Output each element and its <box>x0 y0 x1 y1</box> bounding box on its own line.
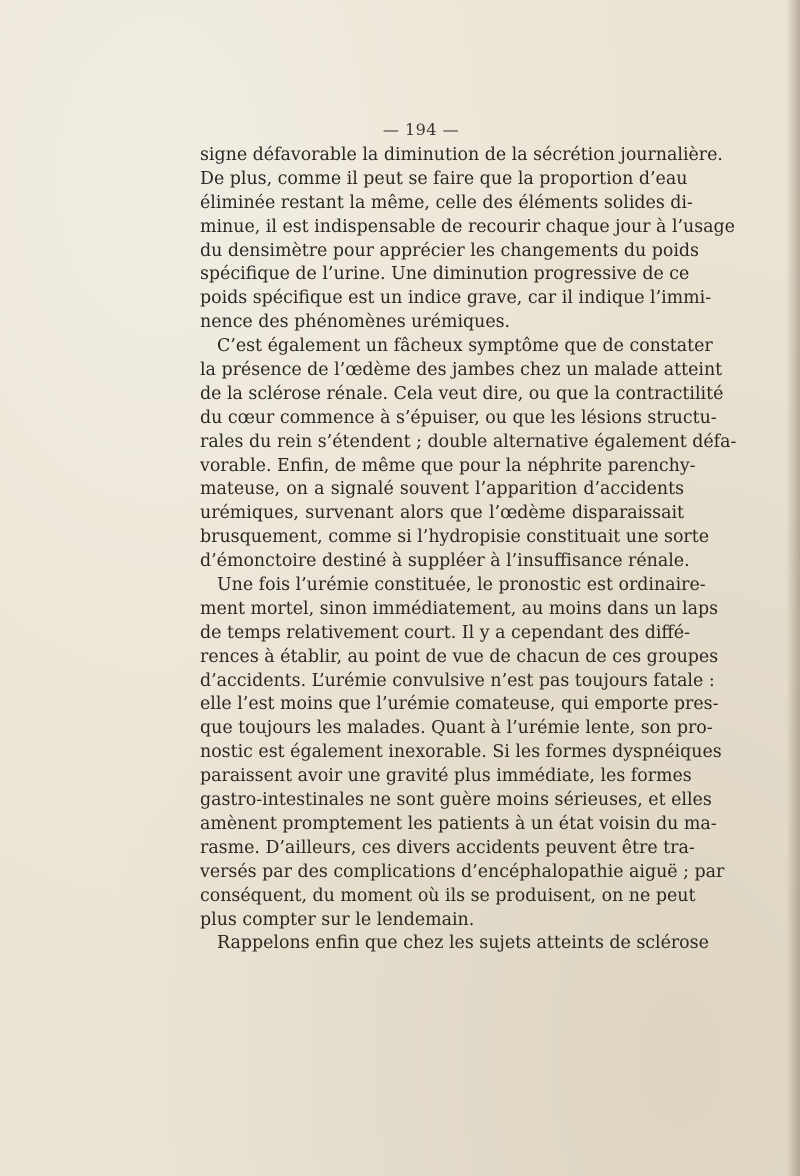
text-line: C’est également un fâcheux symptôme que de constater <box>217 336 713 357</box>
text-line: de temps relativement court. Il y a cependant des diffé- <box>200 622 690 643</box>
text-line: urémiques, survenant alors que l’œdème disparaissait <box>200 503 684 524</box>
text-line: nence des phénomènes urémiques. <box>200 312 511 333</box>
text-line: versés par des complications d’encéphalopathie aiguë ; par <box>200 861 725 882</box>
text-line: vorable. Enfin, de même que pour la néphrite parenchy- <box>200 455 696 476</box>
text-line: De plus, comme il peut se faire que la proportion d’eau <box>200 168 688 189</box>
text-line: signe défavorable la diminution de la sécrétion journalière. <box>200 145 723 165</box>
text-line: rasme. D’ailleurs, ces divers accidents peuvent être tra- <box>200 837 695 858</box>
text-line: d’émonctoire destiné à suppléer à l’insuffisance rénale. <box>200 551 690 572</box>
text-line: nostic est également inexorable. Si les formes dyspnéiques <box>200 742 722 763</box>
text-line: spécifique de l’urine. Une diminution progressive de ce <box>200 264 690 285</box>
body-text <box>200 144 737 956</box>
text-line: Une fois l’urémie constituée, le pronostic est ordinaire- <box>217 575 706 596</box>
text-line: Rappelons enfin que chez les sujets atteints de sclérose <box>217 933 709 954</box>
text-line: du densimètre pour apprécier les changements du poids <box>200 240 699 261</box>
text-line: minue, il est indispensable de recourir chaque jour à l’usage <box>200 216 735 237</box>
text-line: elle l’est moins que l’urémie comateuse, qui emporte pres- <box>200 694 719 715</box>
text-line: conséquent, du moment où ils se produisent, on ne peut <box>200 885 696 906</box>
text-line: brusquement, comme si l’hydropisie constituait une sorte <box>200 527 710 548</box>
text-line: mateuse, on a signalé souvent l’apparition d’accidents <box>200 479 684 500</box>
text-line: rences à établir, au point de vue de chacun de ces groupes <box>200 646 719 667</box>
text-line: ment mortel, sinon immédiatement, au moins dans un laps <box>200 598 719 619</box>
text-line: gastro-intestinales ne sont guère moins sérieuses, et elles <box>200 790 712 811</box>
text-line: éliminée restant la même, celle des éléments solides di- <box>200 192 693 213</box>
text-line: la présence de l’œdème des jambes chez un malade atteint <box>200 360 723 381</box>
text-line: amènent promptement les patients à un état voisin du ma- <box>200 813 717 834</box>
text-line: poids spécifique est un indice grave, car il indique l’immi- <box>200 288 712 309</box>
text-line: du cœur commence à s’épuiser, ou que les lésions structu- <box>200 407 717 428</box>
text-line: de la sclérose rénale. Cela veut dire, ou que la contractilité <box>200 383 724 404</box>
text-line: que toujours les malades. Quant à l’urémie lente, son pro- <box>200 718 713 739</box>
text-line: plus compter sur le lendemain. <box>200 909 475 930</box>
text-line: d’accidents. L’urémie convulsive n’est pas toujours fatale : <box>200 670 715 691</box>
page-number: — 194 — <box>382 120 460 139</box>
text-line: paraissent avoir une gravité plus immédiate, les formes <box>200 766 692 787</box>
page-edge-shadow <box>786 0 800 1176</box>
text-line: rales du rein s’étendent ; double alternative également défa- <box>200 431 737 452</box>
